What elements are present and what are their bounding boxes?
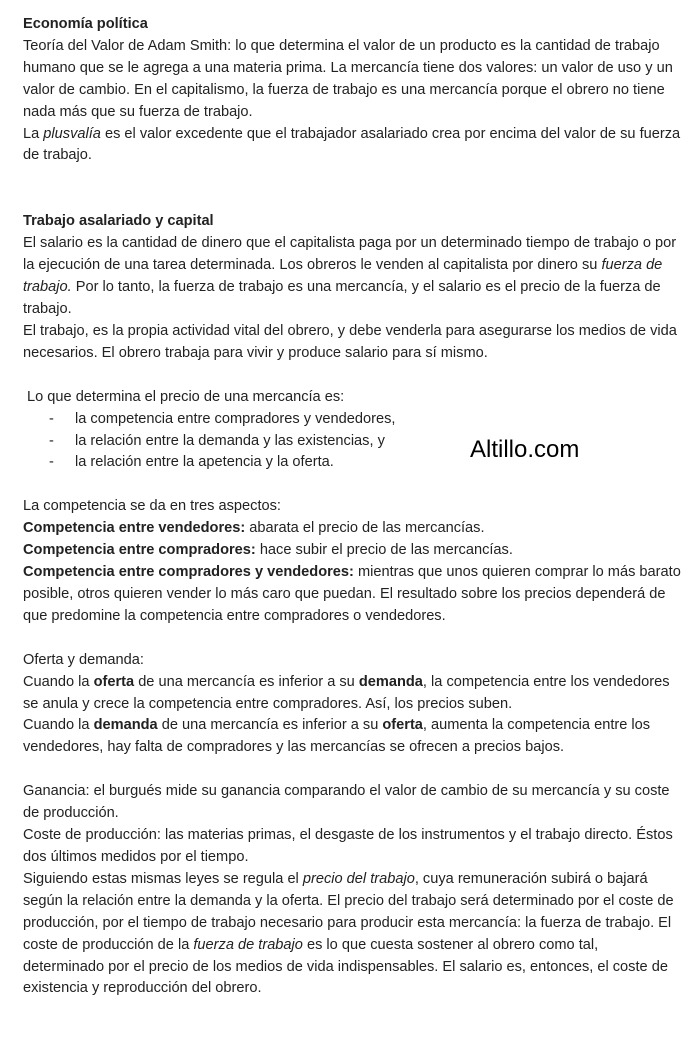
list-item-text: la competencia entre compradores y vendedores, — [75, 410, 396, 427]
list-item — [23, 452, 683, 474]
paragraph-oferta-inferior — [23, 672, 683, 716]
text: es lo que cuesta sostener al obrero como tal, determinado por el precio de los medios de vida indispensables. El salario es, entonces, el coste de existencia y reproducción del obrero. — [23, 936, 668, 997]
term: Competencia entre compradores y vendedores: — [23, 564, 354, 581]
term: Competencia entre vendedores: — [23, 520, 246, 537]
paragraph-valor: Teoría del Valor de Adam Smith: lo que determina el valor de un producto es la cantidad de trabajo humano que se le agrega a una materia prima. La mercancía tiene dos valores: un valor de uso y un valor de cambio. En el capitalismo, la fuerza de trabajo es una mercancía porque el obrero no tiene nada más que su fuerza de trabajo. — [23, 37, 673, 120]
list-intro: Lo que determina el precio de una mercancía es: — [27, 388, 345, 405]
text: hace subir el precio de las mercancías. — [255, 542, 513, 559]
dash-bullet: - — [49, 454, 54, 471]
document-page — [23, 14, 683, 1000]
term: demanda — [358, 673, 423, 690]
text: Por lo tanto, la fuerza de trabajo es una mercancía, y el salario es el precio de la fuerza de trabajo. — [23, 279, 661, 317]
price-factors-list — [23, 409, 683, 475]
text: El salario es la cantidad de dinero que el capitalista paga por un determinado tiempo de trabajo o por la ejecución de una tarea determinada. Los obreros le venden al capitalista por dinero su — [23, 235, 677, 274]
list-item — [23, 431, 683, 453]
emphasis: fuerza de trabajo — [193, 936, 303, 953]
paragraph-ganancia: Ganancia: el burgués mide su ganancia comparando el valor de cambio de su mercancía y su coste de producción. — [23, 783, 670, 822]
text: es el valor excedente que el trabajador asalariado crea por encima del valor de su fuerza de trabajo. — [23, 125, 681, 164]
competencia-compradores — [23, 540, 683, 562]
list-item-text: la relación entre la apetencia y la oferta. — [75, 454, 334, 471]
oferta-demanda-title: Oferta y demanda: — [23, 651, 144, 668]
competencia-vendedores — [23, 518, 683, 540]
text: abarata el precio de las mercancías. — [245, 520, 485, 537]
term: oferta — [93, 673, 135, 690]
paragraph-salario — [23, 233, 683, 321]
text: mientras que unos quieren comprar lo más barato posible, otros quieren vender lo más caro que puedan. El resultado sobre los precios dependerá de que predomine la competencia entre compradores o vendedores. — [23, 564, 681, 624]
paragraph-actividad-vital: El trabajo, es la propia actividad vital del obrero, y debe venderla para asegurarse los medios de vida necesarios. El obrero trabaja para vivir y produce salario para sí mismo. — [23, 322, 677, 361]
text: Siguiendo estas mismas leyes se regula el — [23, 870, 303, 887]
dash-bullet: - — [49, 410, 54, 427]
text: , la competencia entre los vendedores se anula y crece la competencia entre compradores. Así, los precios suben. — [23, 673, 670, 712]
emphasis-plusvalia: plusvalía — [43, 125, 101, 142]
watermark: Altillo.com — [470, 436, 580, 463]
text: Cuando la — [23, 673, 94, 690]
paragraph-demanda-inferior — [23, 715, 683, 759]
paragraph-precio-trabajo — [23, 869, 683, 1000]
text: Cuando la — [23, 717, 94, 734]
section-title-economia: Economía política — [23, 16, 148, 32]
text: , cuya remuneración subirá o bajará según la relación entre la demanda y la oferta. El precio del trabajo será determinado por el coste de producción, por el tiempo de trabajo necesario para producir esta mercancía: la fuerza de trabajo. El coste de producción de la — [23, 870, 674, 953]
text: de una mercancía es inferior a su — [157, 717, 383, 734]
section-title-trabajo: Trabajo asalariado y capital — [23, 213, 214, 230]
text: La — [23, 125, 44, 142]
paragraph-plusvalia — [23, 124, 683, 168]
term: demanda — [93, 717, 158, 734]
term: Competencia entre compradores: — [23, 542, 256, 559]
emphasis-fuerza: fuerza de trabajo. — [23, 257, 663, 296]
list-item — [23, 409, 683, 431]
text: , aumenta la competencia entre los vendedores, hay falta de compradores y las mercancías se ofrecen a precios bajos. — [23, 717, 651, 756]
term: oferta — [382, 717, 423, 734]
paragraph-coste: Coste de producción: las materias primas, el desgaste de los instrumentos y el trabajo directo. Éstos dos últimos medidos por el tiempo. — [23, 827, 673, 865]
emphasis: precio del trabajo — [302, 870, 415, 887]
competencia-ambos — [23, 562, 683, 628]
dash-bullet: - — [49, 432, 54, 449]
list-item-text: la relación entre la demanda y las existencias, y — [75, 432, 385, 449]
competencia-intro: La competencia se da en tres aspectos: — [23, 498, 281, 515]
text: de una mercancía es inferior a su — [134, 673, 359, 690]
